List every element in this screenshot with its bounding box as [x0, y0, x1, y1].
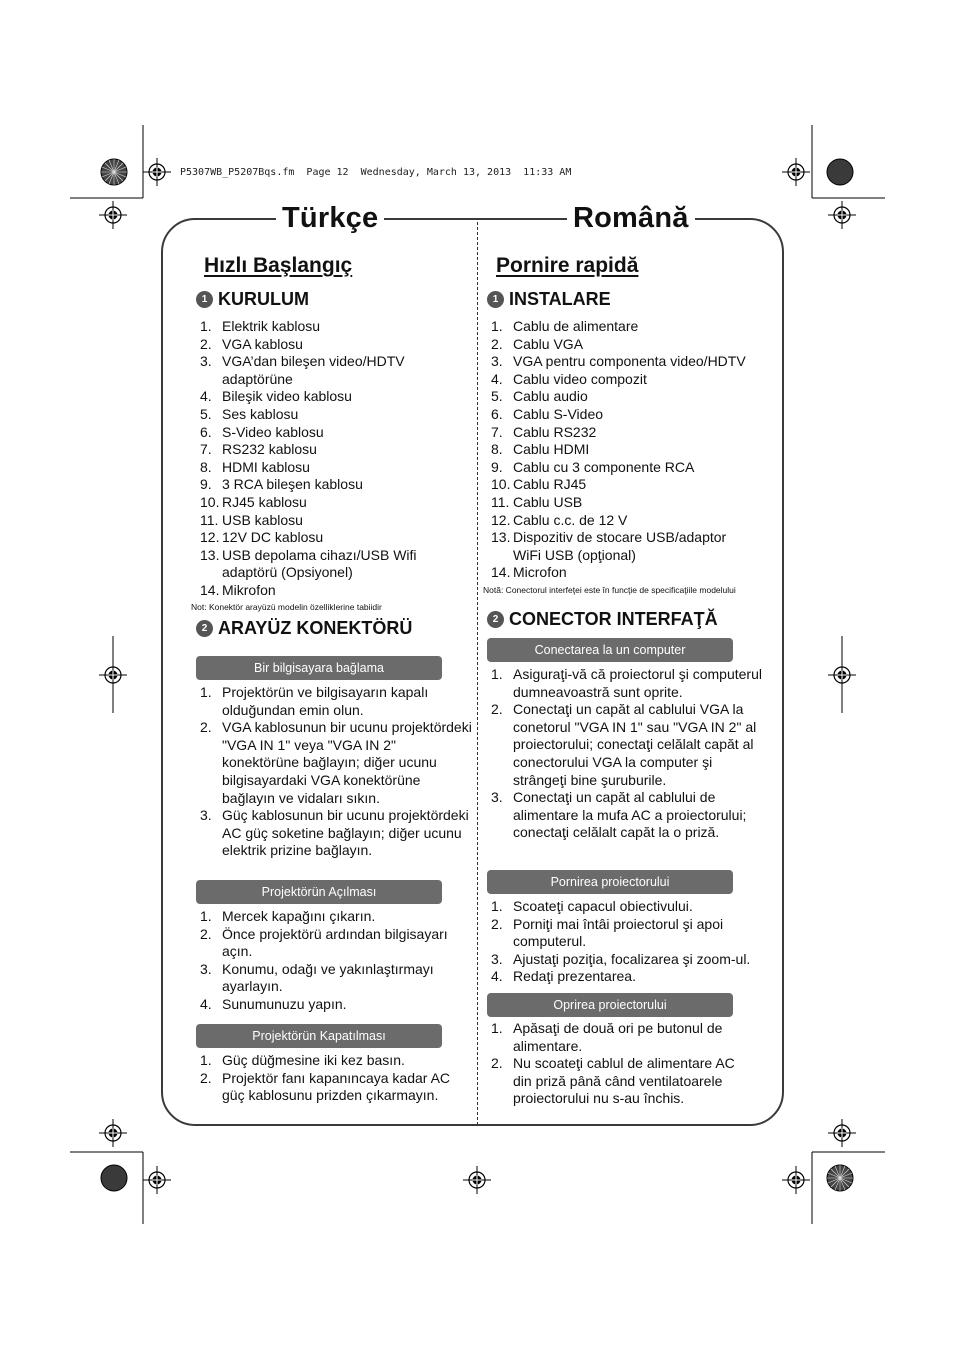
item-number: 1. [200, 1052, 212, 1068]
item-text: Mercek kapağını çıkarın. [222, 908, 376, 924]
list-item [491, 512, 753, 530]
item-text: Önce projektörü ardından bilgisayarı açın. [222, 925, 448, 960]
list-item [200, 441, 450, 459]
item-text: Cablu audio [513, 388, 588, 405]
list-item [200, 582, 450, 600]
list-item [491, 701, 763, 789]
item-number: 3. [200, 807, 212, 824]
list-item [491, 336, 753, 354]
column-divider [477, 222, 478, 1125]
step-number-badge: 2 [487, 611, 504, 628]
item-text: Microfon [513, 564, 567, 581]
item-text: Mikrofon [222, 581, 276, 598]
list-item [491, 371, 753, 389]
item-number: 6. [491, 405, 503, 422]
item-number: 2. [200, 1069, 212, 1086]
item-text: HDMI kablosu [222, 458, 310, 475]
item-number: 3. [491, 353, 503, 370]
list-item [200, 406, 450, 424]
list-item [200, 807, 472, 860]
step1-label-ro: INSTALARE [509, 289, 611, 309]
language-title-turkish: Türkçe [276, 196, 384, 240]
item-text: Conectaţi un capăt al cablului de alimentare la mufa AC a proiectorului; conectaţi celălalt capăt la o priză. [513, 789, 747, 841]
list-item [200, 684, 472, 719]
quick-start-title-tr: Hızlı Başlangıç [204, 254, 353, 277]
item-text: S-Video kablosu [222, 423, 324, 440]
list-item [200, 547, 450, 582]
list-item [200, 353, 450, 388]
list-item [491, 424, 753, 442]
list-item [200, 961, 472, 996]
bar-power-off-tr: Projektörün Kapatılması [196, 1024, 442, 1048]
item-number: 13. [491, 529, 511, 546]
list-item [200, 512, 450, 530]
list-item [491, 951, 763, 969]
list-item [491, 529, 753, 564]
item-text: Cablu S-Video [513, 405, 604, 422]
item-text: Konumu, odağı ve yakınlaştırmayı ayarlayın. [222, 960, 434, 995]
power-on-steps-ro [491, 898, 763, 986]
item-number: 2. [491, 1055, 503, 1072]
item-text: Cablu video compozit [513, 370, 647, 387]
item-number: 12. [491, 511, 511, 528]
item-text: Nu scoateţi cablul de alimentare AC din priză până când ventilatoarele proiectorului nu s-au închis. [513, 1055, 735, 1107]
item-number: 2. [200, 719, 212, 736]
item-number: 3. [491, 950, 503, 967]
item-number: 1. [491, 1020, 503, 1036]
power-off-steps-tr [200, 1052, 472, 1105]
item-number: 2. [491, 701, 503, 718]
item-text: Cablu cu 3 componente RCA [513, 458, 695, 475]
step1-label-tr: KURULUM [218, 289, 309, 309]
item-text: Asiguraţi-vă că proiectorul şi computerul dumneavoastră sunt oprite. [513, 666, 762, 700]
item-text: Cablu de alimentare [513, 318, 639, 334]
list-item [491, 459, 753, 477]
item-text: VGA kablosu [222, 335, 303, 352]
item-number: 1. [491, 898, 503, 914]
item-text: 3 RCA bileşen kablosu [222, 476, 363, 493]
list-item [200, 529, 450, 547]
step2-heading-tr [196, 618, 412, 639]
item-text: Scoateţi capacul obiectivului. [513, 898, 693, 914]
item-text: Elektrik kablosu [222, 318, 321, 334]
item-text: Sunumunuzu yapın. [222, 995, 347, 1012]
step2-label-tr: ARAYÜZ KONEKTÖRÜ [218, 618, 413, 638]
item-text: Porniţi mai întâi proiectorul şi apoi computerul. [513, 915, 724, 950]
item-number: 2. [491, 335, 503, 352]
language-title-romanian: Română [567, 196, 695, 240]
step-number-badge: 2 [196, 620, 213, 637]
item-number: 9. [200, 476, 212, 493]
item-text: USB kablosu [222, 511, 303, 528]
list-item [491, 406, 753, 424]
item-number: 1. [200, 908, 212, 924]
item-text: 12V DC kablosu [222, 529, 324, 546]
item-number: 1. [200, 684, 212, 700]
item-text: VGA’dan bileşen video/HDTV adaptörüne [222, 353, 405, 387]
item-text: Cablu VGA [513, 335, 584, 352]
item-text: Dispozitiv de stocare USB/adaptor WiFi USB (opţional) [513, 529, 727, 563]
item-text: RJ45 kablosu [222, 493, 307, 510]
step2-label-ro: CONECTOR INTERFAŢĂ [509, 609, 718, 629]
item-text: Cablu USB [513, 493, 583, 510]
step1-heading-ro [487, 289, 611, 310]
item-number: 6. [200, 423, 212, 440]
item-number: 12. [200, 529, 220, 546]
item-text: Projektör fanı kapanıncaya kadar AC güç kablosunu prizden çıkarmayın. [222, 1069, 451, 1104]
step1-heading-tr [196, 289, 309, 310]
item-text: Güç düğmesine iki kez basın. [222, 1052, 405, 1068]
list-item [491, 789, 763, 842]
list-item [491, 353, 753, 371]
item-text: Ses kablosu [222, 405, 299, 422]
file-info-header: P5307WB_P5207Bqs.fm Page 12 Wednesday, March 13, 2013 11:33 AM [180, 167, 572, 178]
item-number: 3. [200, 960, 212, 977]
list-item [491, 564, 753, 582]
item-number: 4. [200, 995, 212, 1012]
power-on-steps-tr [200, 908, 472, 1014]
quick-start-title-ro: Pornire rapidă [496, 254, 639, 277]
item-number: 11. [200, 511, 219, 528]
item-number: 8. [200, 458, 212, 475]
list-item [200, 318, 450, 336]
cable-list-tr [200, 318, 450, 600]
item-text: USB depolama cihazı/USB Wifi adaptörü (Opsiyonel) [222, 546, 417, 581]
list-item [200, 424, 450, 442]
note-tr: Not: Konektör arayüzü modelin özelliklerine tabiidir [191, 602, 382, 612]
list-item [200, 996, 472, 1014]
item-text: Projektörün ve bilgisayarın kapalı olduğundan emin olun. [222, 684, 429, 718]
list-item [491, 968, 763, 986]
item-number: 7. [491, 423, 503, 440]
connect-steps-tr [200, 684, 472, 860]
list-item [200, 494, 450, 512]
item-text: Bileşik video kablosu [222, 388, 352, 405]
item-number: 14. [491, 564, 511, 581]
list-item [200, 1070, 472, 1105]
item-number: 3. [200, 353, 212, 370]
list-item [200, 1052, 472, 1070]
list-item [491, 476, 753, 494]
item-text: Cablu RS232 [513, 423, 597, 440]
item-number: 14. [200, 581, 220, 598]
item-text: Conectaţi un capăt al cablului VGA la conetorul "VGA IN 1" sau "VGA IN 2" al proiectorului; conectaţi celălalt capăt al conectorului VGA la computer şi strângeţi bine şuruburile. [513, 701, 757, 788]
item-number: 4. [491, 968, 503, 985]
list-item [200, 908, 472, 926]
item-number: 8. [491, 441, 503, 458]
item-text: RS232 kablosu [222, 441, 317, 458]
list-item [491, 388, 753, 406]
list-item [491, 898, 763, 916]
list-item [491, 318, 753, 336]
cable-list-ro [491, 318, 753, 582]
item-text: Ajustaţi poziţia, focalizarea şi zoom-ul. [513, 950, 751, 967]
step2-heading-ro [487, 609, 718, 630]
item-number: 11. [491, 493, 510, 510]
item-number: 4. [491, 370, 503, 387]
item-number: 2. [200, 925, 212, 942]
item-text: Cablu HDMI [513, 441, 590, 458]
item-number: 4. [200, 388, 212, 405]
bar-connect-computer-tr: Bir bilgisayara bağlama [196, 656, 442, 680]
item-number: 9. [491, 458, 503, 475]
power-off-steps-ro [491, 1020, 751, 1108]
list-item [491, 494, 753, 512]
item-number: 1. [491, 666, 503, 682]
item-number: 5. [491, 388, 503, 405]
item-number: 2. [200, 335, 212, 352]
connect-steps-ro [491, 666, 763, 842]
bar-power-on-tr: Projektörün Açılması [196, 880, 442, 904]
bar-connect-computer-ro: Conectarea la un computer [487, 638, 733, 662]
item-number: 3. [491, 789, 503, 806]
list-item [491, 1020, 751, 1055]
item-text: Redaţi prezentarea. [513, 968, 636, 985]
item-text: VGA kablosunun bir ucunu projektördeki "VGA IN 1" veya "VGA IN 2" konektörüne bağlayın; diğer ucunu bilgisayardaki VGA konektörüne bağlayın ve vidaları sıkın. [222, 719, 472, 806]
item-number: 1. [200, 318, 212, 334]
list-item [200, 926, 472, 961]
note-ro: Notă: Conectorul interfeţei este în funcţie de specificaţiile modelului [483, 585, 736, 595]
item-number: 5. [200, 405, 212, 422]
bar-power-on-ro: Pornirea proiectorului [487, 870, 733, 894]
list-item [200, 459, 450, 477]
bar-power-off-ro: Oprirea proiectorului [487, 993, 733, 1017]
step-number-badge: 1 [487, 291, 504, 308]
list-item [200, 476, 450, 494]
list-item [491, 441, 753, 459]
item-text: Güç kablosunun bir ucunu projektördeki AC güç soketine bağlayın; diğer ucunu elektrik prizine bağlayın. [222, 807, 469, 859]
item-text: Apăsaţi de două ori pe butonul de alimentare. [513, 1020, 723, 1054]
list-item [491, 1055, 751, 1108]
list-item [491, 916, 763, 951]
list-item [200, 336, 450, 354]
list-item [200, 388, 450, 406]
item-number: 7. [200, 441, 212, 458]
item-text: Cablu RJ45 [513, 476, 587, 493]
item-number: 1. [491, 318, 503, 334]
step-number-badge: 1 [196, 291, 213, 308]
item-text: VGA pentru componenta video/HDTV [513, 353, 746, 370]
item-number: 2. [491, 915, 503, 932]
list-item [491, 666, 763, 701]
list-item [200, 719, 472, 807]
item-number: 10. [200, 493, 220, 510]
item-number: 10. [491, 476, 511, 493]
item-text: Cablu c.c. de 12 V [513, 511, 628, 528]
item-number: 13. [200, 546, 220, 563]
